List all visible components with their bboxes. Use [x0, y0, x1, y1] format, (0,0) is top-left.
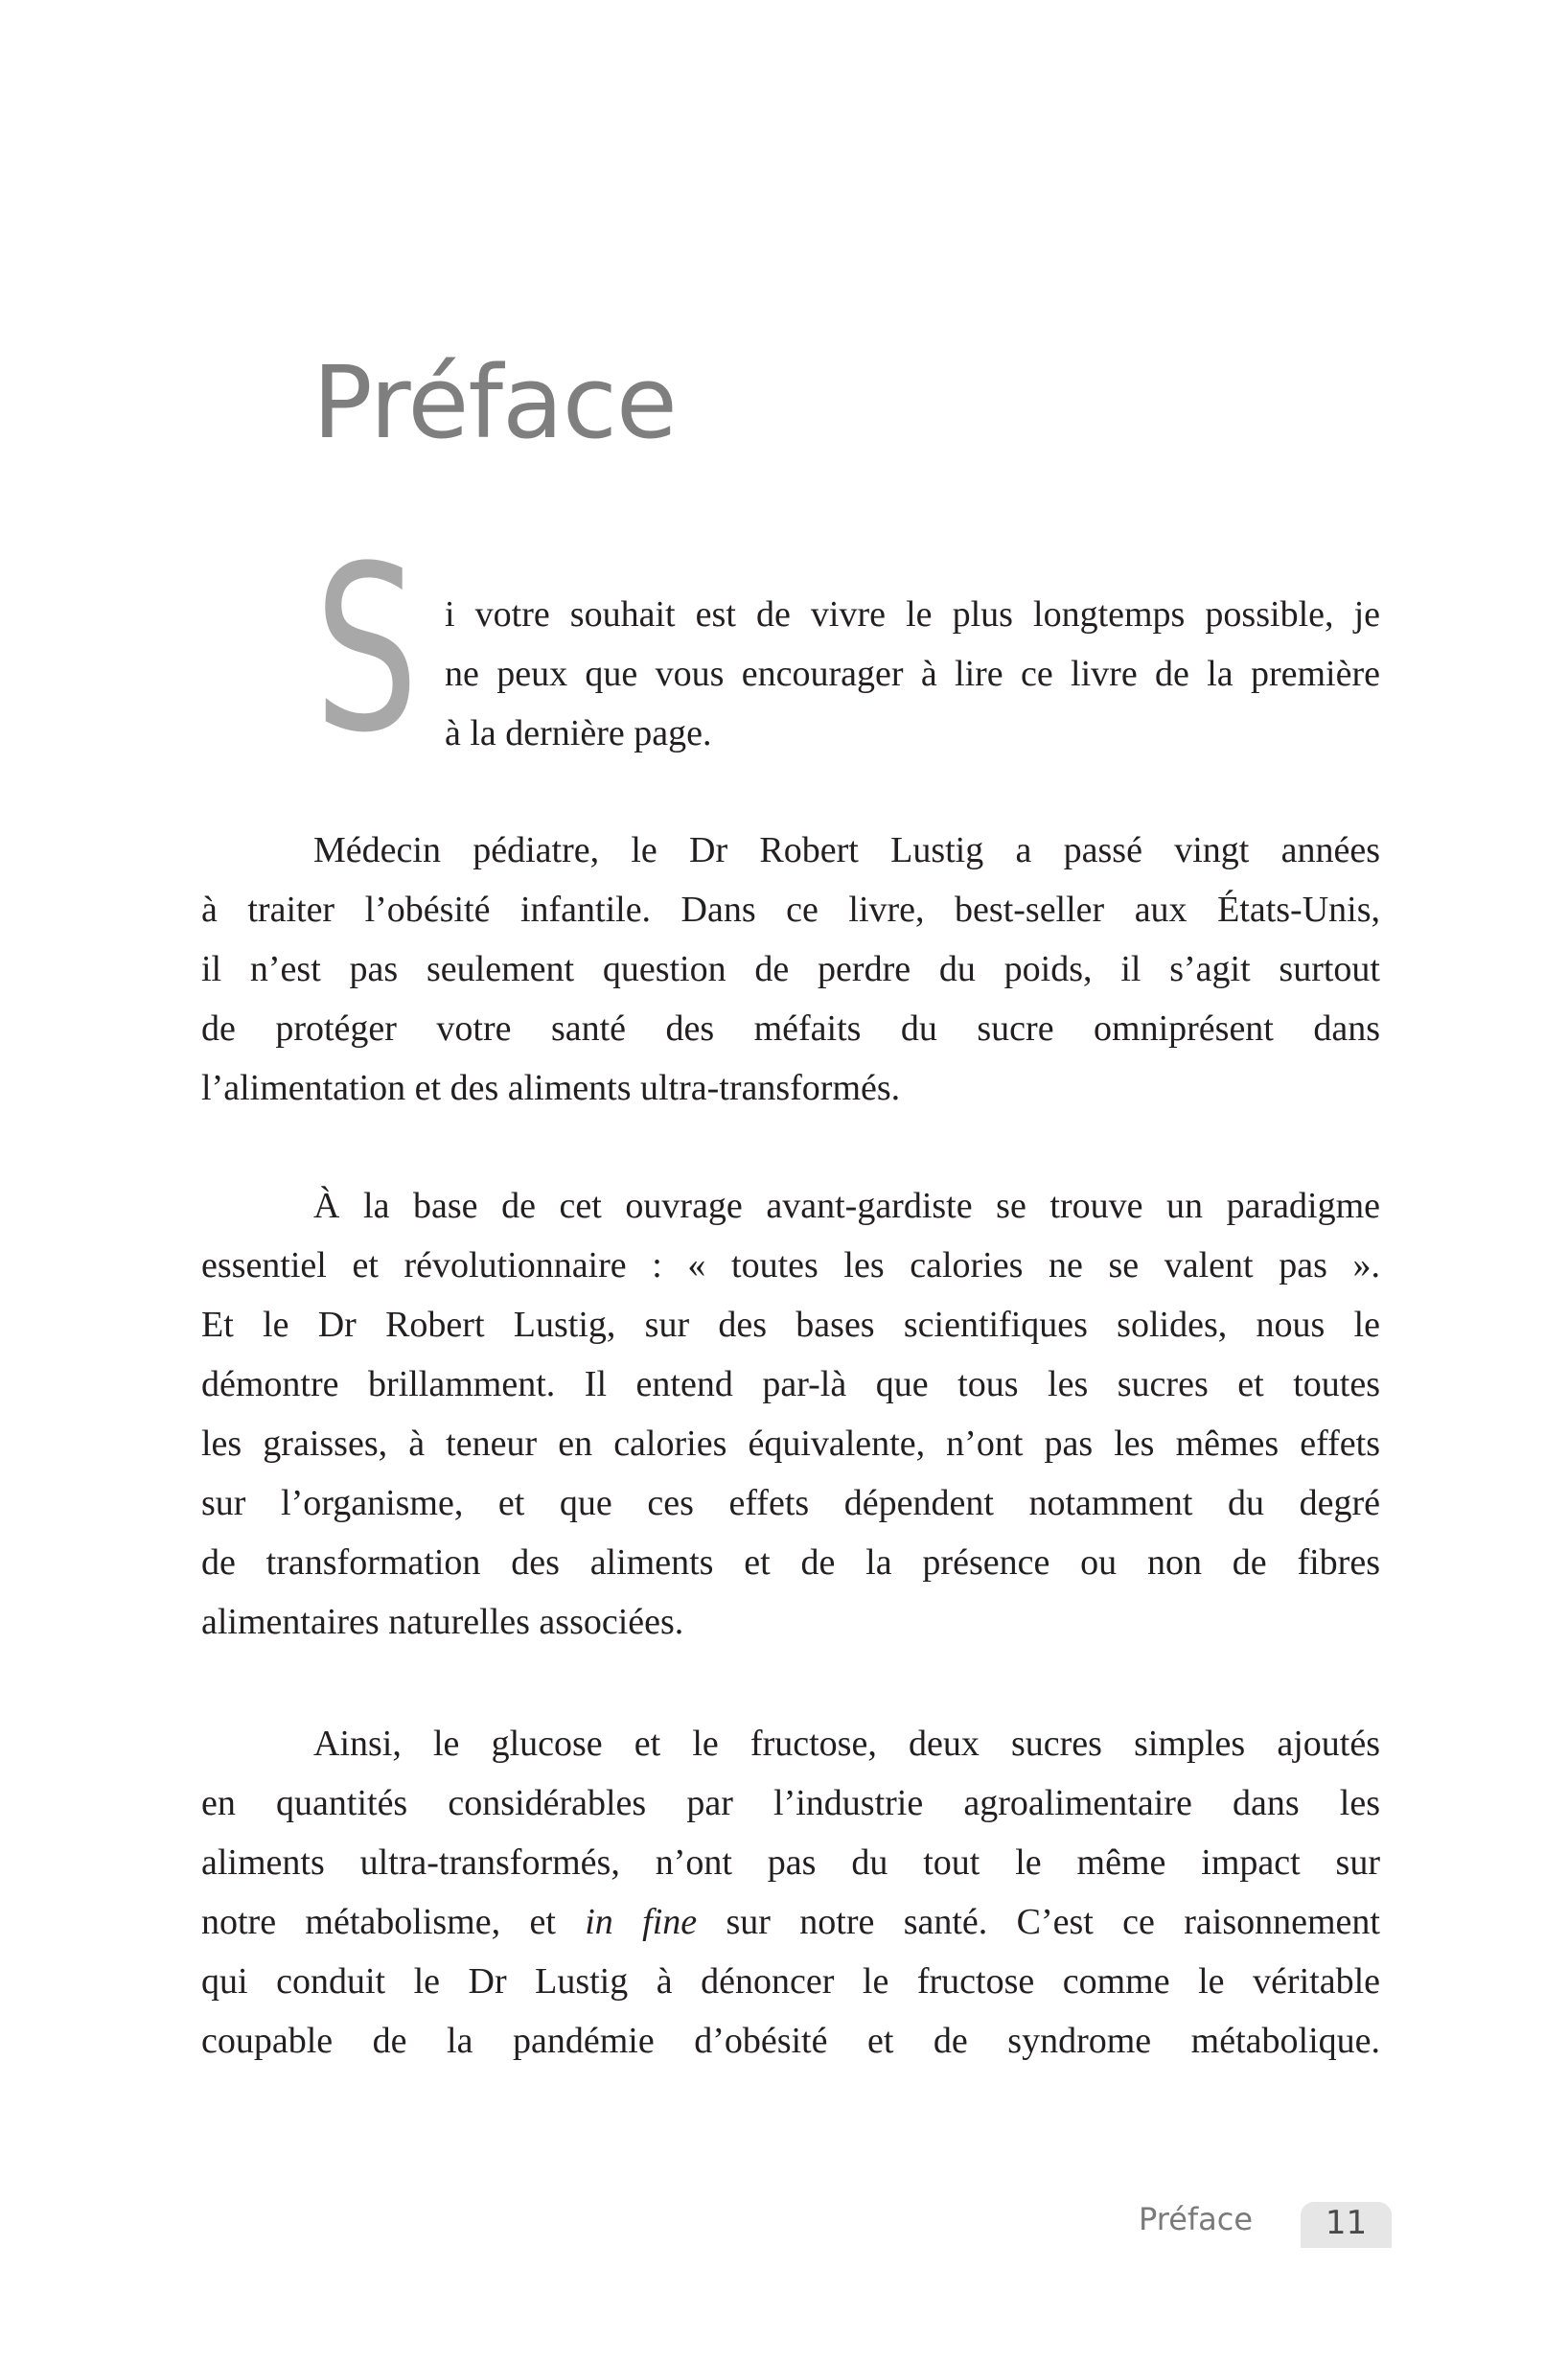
- text-line: les graisses, à teneur en calories équivalente, n’ont pas les mêmes effets: [201, 1424, 1380, 1464]
- text-line: qui conduit le Dr Lustig à dénoncer le fructose comme le véritable: [201, 1961, 1380, 2002]
- text-line: À la base de cet ouvrage avant-gardiste se trouve un paradigme: [313, 1186, 1380, 1226]
- text-line: notre métabolisme, et in fine sur notre santé. C’est ce raisonnement: [201, 1902, 1380, 1942]
- text-line: Ainsi, le glucose et le fructose, deux sucres simples ajoutés: [313, 1724, 1380, 1764]
- running-footer-title: Préface: [1139, 2201, 1254, 2237]
- text-line: l’alimentation et des aliments ultra-transformés.: [201, 1068, 901, 1108]
- text-line: en quantités considérables par l’industrie agroalimentaire dans les: [201, 1783, 1380, 1823]
- page-number-tab: [1301, 2202, 1392, 2248]
- italic-phrase: in fine: [585, 1902, 698, 1942]
- text-line: de protéger votre santé des méfaits du sucre omniprésent dans: [201, 1008, 1380, 1049]
- text-line: de transformation des aliments et de la présence ou non de fibres: [201, 1542, 1380, 1583]
- text-line: i votre souhait est de vivre le plus longtemps possible, je: [445, 594, 1380, 635]
- drop-cap: S: [314, 518, 419, 783]
- text-line: essentiel et révolutionnaire : « toutes les calories ne se valent pas ».: [201, 1245, 1380, 1285]
- text-line: ne peux que vous encourager à lire ce livre de la première: [445, 654, 1380, 694]
- text-line: sur l’organisme, et que ces effets dépendent notamment du degré: [201, 1483, 1380, 1523]
- text-line: Médecin pédiatre, le Dr Robert Lustig a passé vingt années: [313, 830, 1380, 870]
- text-line: coupable de la pandémie d’obésité et de syndrome métabolique.: [201, 2021, 1380, 2061]
- text-line: aliments ultra-transformés, n’ont pas du tout le même impact sur: [201, 1842, 1380, 1883]
- text-line: à traiter l’obésité infantile. Dans ce livre, best-seller aux États-Unis,: [201, 890, 1380, 930]
- text-line: Et le Dr Robert Lustig, sur des bases scientifiques solides, nous le: [201, 1305, 1380, 1345]
- text-line: il n’est pas seulement question de perdre du poids, il s’agit surtout: [201, 949, 1380, 989]
- chapter-title: Préface: [312, 344, 677, 461]
- page-number: 11: [1325, 2204, 1368, 2242]
- text-line: à la dernière page.: [445, 713, 712, 753]
- text-line: démontre brillamment. Il entend par-là que tous les sucres et toutes: [201, 1364, 1380, 1404]
- text-line: alimentaires naturelles associées.: [201, 1602, 684, 1642]
